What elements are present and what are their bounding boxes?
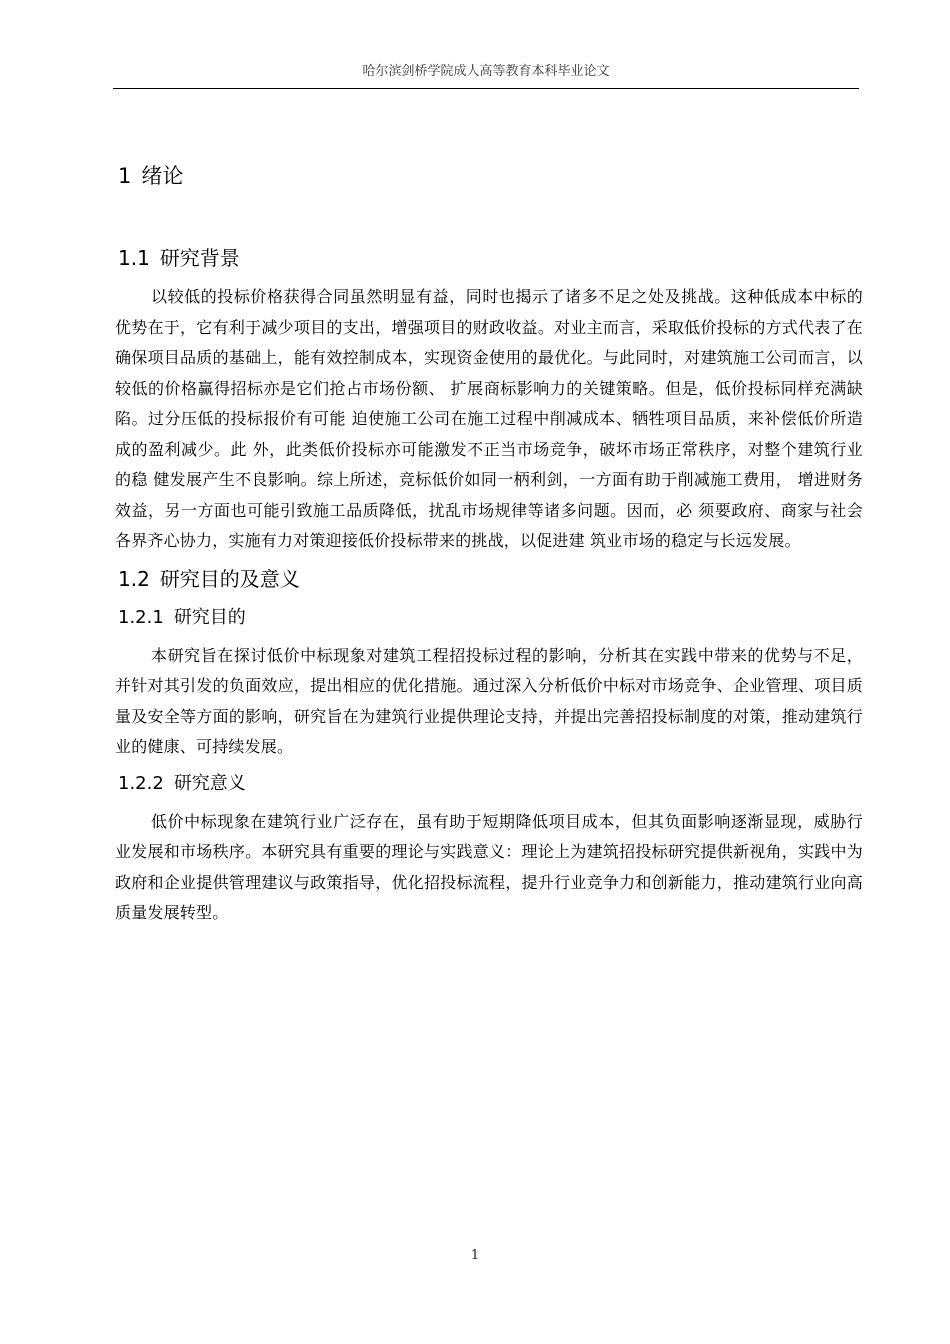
header-title: 哈尔滨剑桥学院成人高等教育本科毕业论文 bbox=[362, 64, 610, 79]
subsection-number: 1.2.1 bbox=[118, 606, 164, 628]
subsection-number: 1.2.2 bbox=[118, 772, 164, 794]
section-number: 1.1 bbox=[118, 246, 150, 270]
page-number: 1 bbox=[470, 1248, 480, 1263]
subsection-heading-1-2-2 bbox=[118, 769, 863, 799]
chapter-title: 绪论 bbox=[141, 164, 184, 188]
section-heading-1-2 bbox=[118, 563, 863, 595]
chapter-number: 1 bbox=[118, 164, 132, 188]
page-header bbox=[113, 62, 859, 89]
section-heading-1-1 bbox=[118, 242, 863, 274]
subsection-paragraph-significance: 低价中标现象在建筑行业广泛存在，虽有助于短期降低项目成本，但其负面影响逐渐显现，威胁行业发展和市场秩序。本研究具有重要的理论与实践意义：理论上为建筑招投标研究提供新视角，实践中为政府和企业提供管理建议与政策指导，优化招投标流程，提升行业竞争力和创新能力，推动建筑行业向高质量发展转型。 bbox=[115, 811, 863, 922]
section-title: 研究背景 bbox=[159, 246, 240, 270]
chapter-heading bbox=[118, 160, 863, 192]
document-body bbox=[115, 160, 863, 929]
subsection-heading-1-2-1 bbox=[118, 603, 863, 633]
subsection-paragraph-purpose: 本研究旨在探讨低价中标现象对建筑工程招投标过程的影响，分析其在实践中带来的优势与不足，并针对其引发的负面效应，提出相应的优化措施。通过深入分析低价中标对市场竞争、企业管理、项目质量及安全等方面的影响，研究旨在为建筑行业提供理论支持，并提出完善招投标制度的对策，推动建筑行业的健康、可持续发展。 bbox=[115, 645, 863, 756]
subsection-title: 研究意义 bbox=[173, 772, 246, 794]
subsection-title: 研究目的 bbox=[173, 606, 246, 628]
section-title: 研究目的及意义 bbox=[159, 566, 300, 591]
section-paragraph-background: 以较低的投标价格获得合同虽然明显有益，同时也揭示了诸多不足之处及挑战。这种低成本中标的优势在于，它有利于减少项目的支出，增强项目的财政收益。对业主而言，采取低价投标的方式代表了在确保项目品质的基础上，能有效控制成本，实现资金使用的最优化。与此同时，对建筑施工公司而言，以较低的价格赢得招标亦是它们抢占市场份额、 扩展商标影响力的关键策略。但是，低价投标同样充满缺陷。过分压低的投标报价有可能 迫使施工公司在施工过程中削减成本、牺牲项目品质，来补偿低价所造成的盈利减少。此 外，此类低价投标亦可能激发不正当市场竞争，破坏市场正常秩序，对整个建筑行业的稳 健发展产生不良影响。综上所述，竞标低价如同一柄利剑，一方面有助于削减施工费用， 增进财务效益，另一方面也可能引致施工品质降低，扰乱市场规律等诸多问题。因而，必 须要政府、商家与社会各界齐心协力，实施有力对策迎接低价投标带来的挑战，以促进建 筑业市场的稳定与长远发展。 bbox=[115, 287, 863, 550]
section-number: 1.2 bbox=[118, 566, 150, 591]
